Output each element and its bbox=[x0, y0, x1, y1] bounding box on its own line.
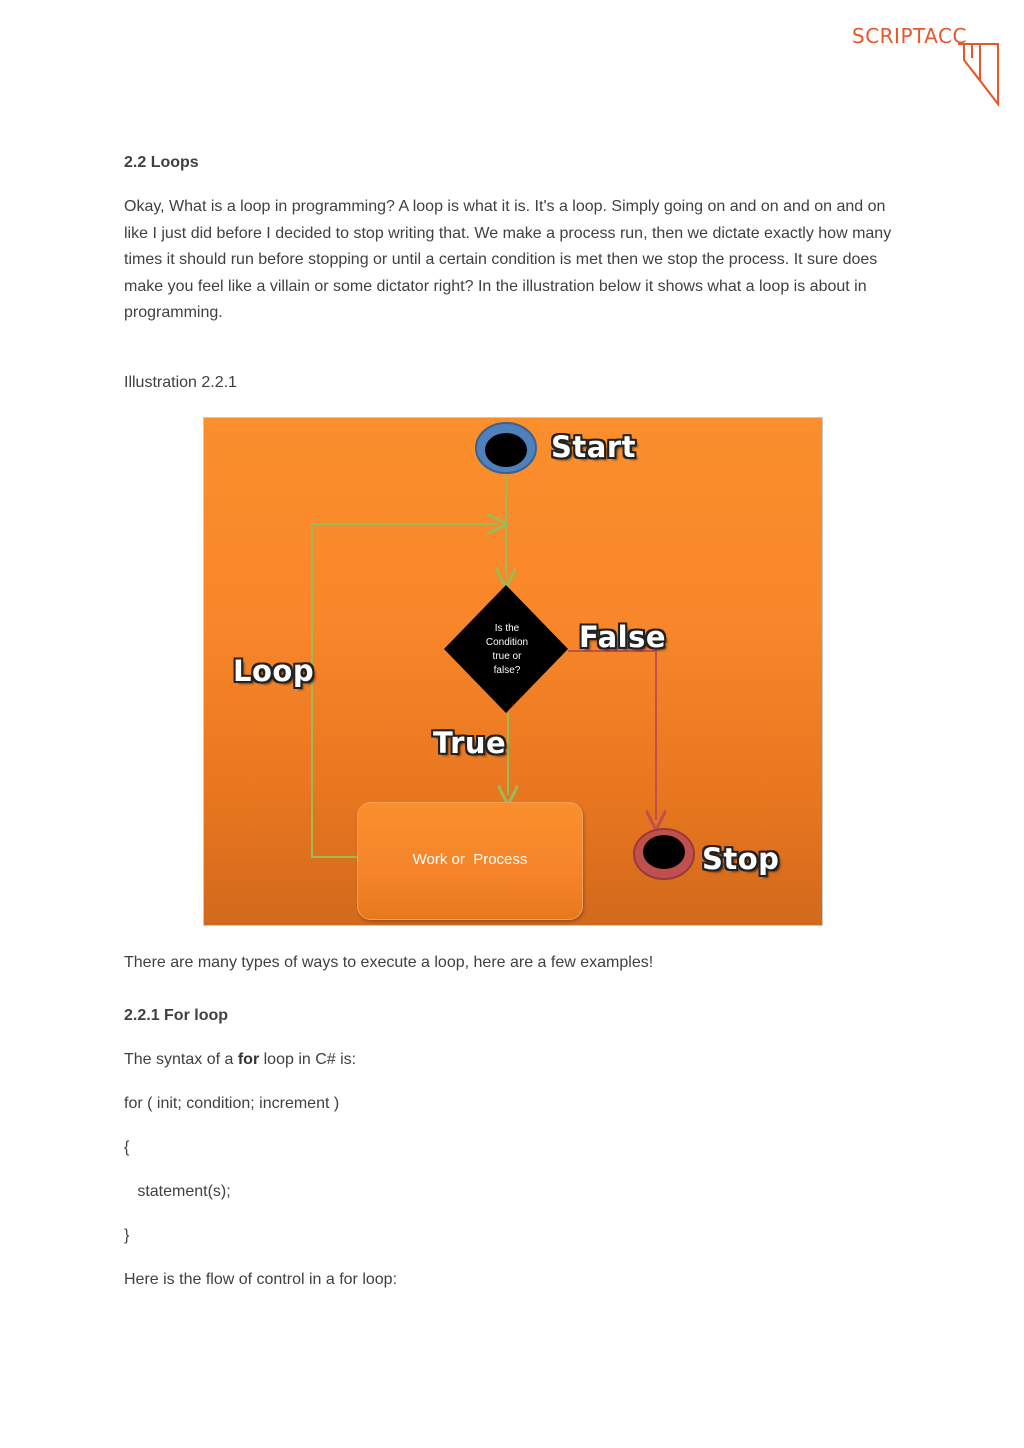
decision-line: true or bbox=[492, 651, 522, 662]
after-diagram-text: There are many types of ways to execute a loop, here are a few examples! bbox=[124, 954, 654, 971]
logo-wordmark: SCRIPTACC bbox=[852, 24, 967, 48]
intro-paragraph: Okay, What is a loop in programming? A loop is what it is. It's a loop. Simply going on and on and on and on like I just did before I decided to stop writing that. We make a process run, then we dictate exactly how many times it should run before stopping or until a certain condition is met then we stop the process. It sure does make you feel like a villain or some dictator right? In the illustration below it shows what a loop is about in programming. bbox=[124, 198, 892, 321]
loop-flowchart bbox=[204, 418, 822, 925]
decision-line: Is the bbox=[494, 623, 520, 634]
code-line: } bbox=[124, 1227, 130, 1244]
syntax-prefix: The syntax of a bbox=[124, 1051, 238, 1068]
syntax-line bbox=[124, 1047, 356, 1074]
code-line: statement(s); bbox=[124, 1183, 231, 1200]
false-label: False bbox=[579, 620, 667, 654]
stop-label: Stop bbox=[702, 842, 780, 876]
code-line: for ( init; condition; increment ) bbox=[124, 1095, 340, 1112]
start-label: Start bbox=[551, 430, 636, 464]
closing-text: Here is the flow of control in a for loop: bbox=[124, 1271, 398, 1288]
code-line: { bbox=[124, 1139, 130, 1156]
loop-label: Loop bbox=[233, 654, 315, 688]
decision-line: false? bbox=[493, 665, 521, 676]
syntax-suffix: loop in C# is: bbox=[259, 1051, 357, 1068]
logo-graphic bbox=[852, 24, 1002, 108]
true-label: True bbox=[433, 726, 507, 760]
syntax-keyword: for bbox=[237, 1051, 260, 1068]
process-box bbox=[357, 802, 583, 920]
section-heading: 2.2 Loops bbox=[124, 154, 199, 171]
false-arrow bbox=[568, 651, 656, 820]
decision-text bbox=[466, 622, 548, 678]
process-label: Work or Process bbox=[412, 851, 528, 868]
decision-line: Condition bbox=[485, 637, 529, 648]
illustration-caption: Illustration 2.2.1 bbox=[124, 374, 237, 391]
subsection-heading: 2.2.1 For loop bbox=[124, 1007, 229, 1024]
scriptacc-logo bbox=[852, 24, 1002, 108]
